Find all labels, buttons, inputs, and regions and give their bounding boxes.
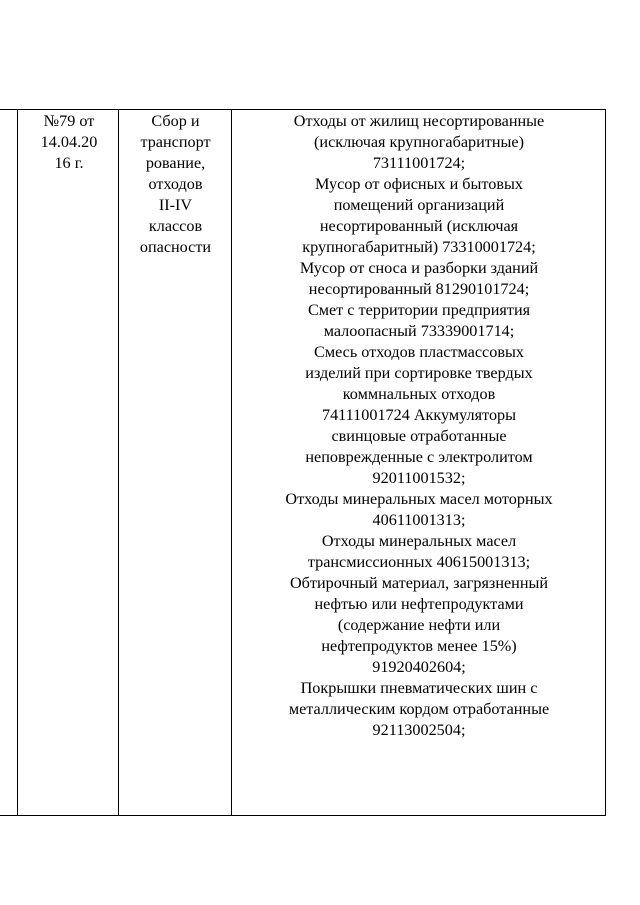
waste-type-line: 73111001724;	[372, 154, 466, 172]
waste-type-line: несортированный 81290101724;	[308, 280, 530, 298]
waste-type-line: Смет с территории предприятия	[307, 301, 531, 319]
license-document-cell	[20, 111, 118, 174]
waste-type-line: малоопасный 73339001714;	[323, 322, 515, 340]
activity-type-line: II-IV	[158, 196, 193, 214]
waste-type-line: 91920402604;	[372, 658, 466, 676]
license-document-line: 16 г.	[54, 154, 84, 172]
waste-type-line: (содержание нефти или	[337, 616, 501, 634]
waste-type-line: Мусор от сноса и разборки зданий	[299, 259, 539, 277]
waste-type-line: нефтепродуктов менее 15%)	[321, 637, 517, 655]
column-divider	[231, 109, 232, 816]
waste-type-line: нефтью или нефтепродуктами	[314, 595, 524, 613]
waste-types-cell	[234, 111, 604, 741]
activity-type-line: отходов	[148, 175, 203, 193]
license-document-line: 14.04.20	[40, 133, 98, 151]
waste-type-line: коммнальных отходов	[342, 385, 496, 403]
waste-license-table	[0, 109, 606, 816]
waste-type-line: неповрежденные с электролитом	[305, 448, 533, 466]
waste-type-line: свинцовые отработанные	[331, 427, 507, 445]
activity-type-cell	[121, 111, 230, 258]
waste-type-line: 40611001313;	[372, 511, 466, 529]
activity-type-line: опасности	[139, 238, 212, 256]
waste-type-line: Покрышки пневматических шин с	[300, 679, 538, 697]
column-divider	[118, 109, 119, 816]
waste-type-line: трансмиссионных 40615001313;	[307, 553, 531, 571]
waste-type-line: 74111001724 Аккумуляторы	[321, 406, 517, 424]
license-document-line: №79 от	[43, 112, 95, 130]
waste-type-line: Отходы минеральных масел	[321, 532, 517, 550]
waste-type-line: изделий при сортировке твердых	[305, 364, 533, 382]
waste-type-line: металлическим кордом отработанные	[288, 700, 550, 718]
waste-type-line: 92113002504;	[372, 721, 466, 739]
table-bottom-border	[0, 815, 606, 816]
waste-type-line: 92011001532;	[372, 469, 466, 487]
table-right-border	[605, 109, 606, 816]
activity-type-line: классов	[148, 217, 203, 235]
waste-type-line: (исключая крупногабаритные)	[314, 133, 524, 151]
waste-type-line: Отходы минеральных масел моторных	[285, 490, 553, 508]
activity-type-line: Сбор и	[151, 112, 200, 130]
waste-type-line: помещений организаций	[333, 196, 505, 214]
activity-type-line: транспорт	[140, 133, 211, 151]
waste-type-line: Мусор от офисных и бытовых	[314, 175, 523, 193]
waste-type-line: Смесь отходов пластмассовых	[314, 343, 524, 361]
waste-type-line: крупногабаритный) 73310001724;	[302, 238, 536, 256]
waste-type-line: Обтирочный материал, загрязненный	[289, 574, 549, 592]
table-top-border	[0, 109, 606, 110]
waste-type-line: Отходы от жилищ несортированные	[293, 112, 545, 130]
activity-type-line: рование,	[145, 154, 206, 172]
column-divider	[17, 109, 18, 816]
waste-type-line: несортированный (исключая	[319, 217, 519, 235]
